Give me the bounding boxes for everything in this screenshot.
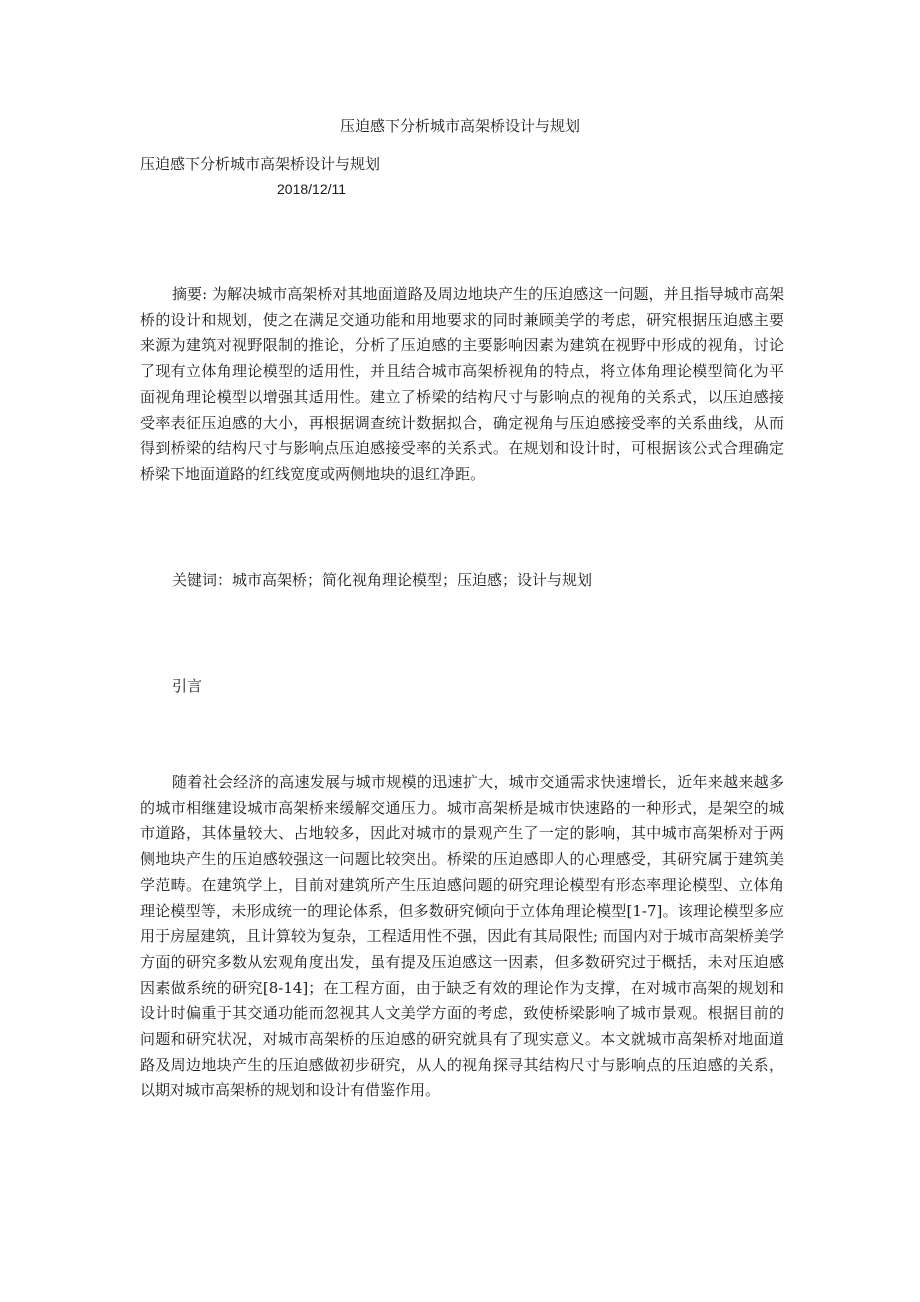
article-title: 压迫感下分析城市高架桥设计与规划	[140, 155, 381, 173]
intro-heading: 引言	[172, 677, 203, 695]
publish-date: 2018/12/11	[277, 181, 347, 197]
keywords-paragraph: 关键词：城市高架桥；简化视角理论模型；压迫感；设计与规划	[172, 571, 593, 589]
document-title: 压迫感下分析城市高架桥设计与规划	[339, 117, 580, 135]
abstract-paragraph: 摘要: 为解决城市高架桥对其地面道路及周边地块产生的压迫感这一问题，并且指导城市高架桥的设计和规划，使之在满足交通功能和用地要求的同时兼顾美学的考虑，研究根据压迫感主要来源为建筑对视野限制的推论，分析了压迫感的主要影响因素为建筑在视野中形成的视角，讨论了现有立体角理论模型的适用性，并且结合城市高架桥视角的特点，将立体角理论模型简化为平面视角理论模型以增强其适用性。建立了桥梁的结构尺寸与影响点的视角的关系式，以压迫感接受率表征压迫感的大小，再根据调查统计数据拟合，确定视角与压迫感接受率的关系曲线，从而得到桥梁的结构尺寸与影响点压迫感接受率的关系式。在规划和设计时，可根据该公式合理确定桥梁下地面道路的红线宽度或两侧地块的退红净距。	[140, 285, 784, 483]
intro-paragraph: 随着社会经济的高速发展与城市规模的迅速扩大，城市交通需求快速增长，近年来越来越多的城市相继建设城市高架桥来缓解交通压力。城市高架桥是城市快速路的一种形式，是架空的城市道路，其体量较大、占地较多，因此对城市的景观产生了一定的影响，其中城市高架桥对于两侧地块产生的压迫感较强这一问题比较突出。桥梁的压迫感即人的心理感受，其研究属于建筑美学范畴。在建筑学上，目前对建筑所产生压迫感问题的研究理论模型有形态率理论模型、立体角理论模型等，未形成统一的理论体系，但多数研究倾向于立体角理论模型[1-7]。该理论模型多应用于房屋建筑，且计算较为复杂，工程适用性不强，因此有其局限性; 而国内对于城市高架桥美学方面的研究多数从宏观角度出发，虽有提及压迫感这一因素，但多数研究过于概括，未对压迫感因素做系统的研究[8-14]；在工程方面，由于缺乏有效的理论作为支撑，在对城市高架的规划和设计时偏重于其交通功能而忽视其人文美学方面的考虑，致使桥梁影响了城市景观。根据目前的问题和研究状况，对城市高架桥的压迫感的研究就具有了现实意义。本文就城市高架桥对地面道路及周边地块产生的压迫感做初步研究，从人的视角探寻其结构尺寸与影响点的压迫感的关系，以期对城市高架桥的规划和设计有借鉴作用。	[140, 773, 784, 1100]
